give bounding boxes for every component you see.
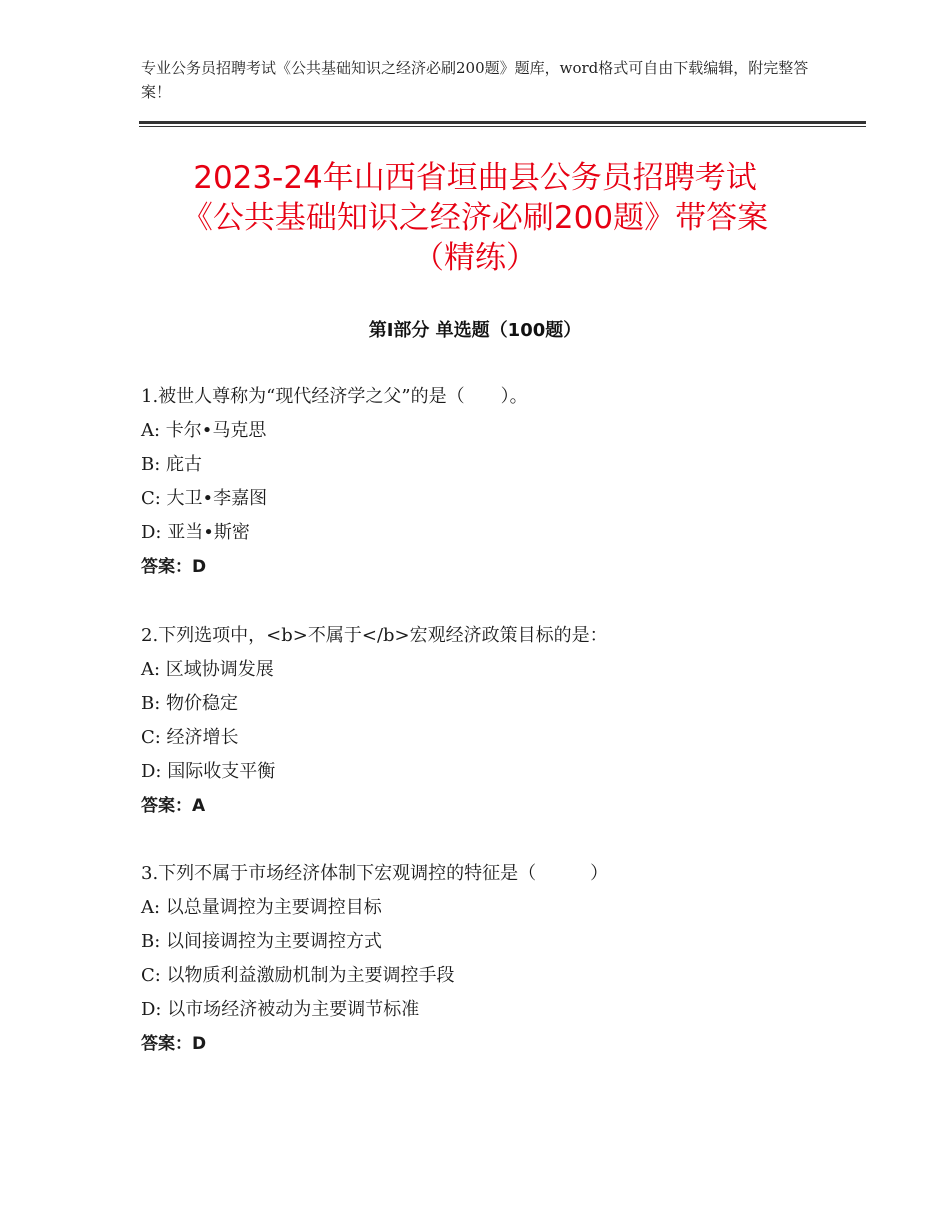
option-a: A: 以总量调控为主要调控目标	[141, 897, 382, 918]
option-b: B: 以间接调控为主要调控方式	[141, 931, 383, 952]
title-line-1: 2023-24年山西省垣曲县公务员招聘考试	[193, 160, 757, 196]
question-2	[141, 619, 841, 823]
option-b: B: 庇古	[141, 454, 203, 475]
option-b: B: 物价稳定	[141, 693, 239, 714]
section-heading: 第Ⅰ部分 单选题（100题）	[368, 320, 582, 341]
question-stem: 3.下列不属于市场经济体制下宏观调控的特征是（ ）	[141, 863, 609, 884]
header-rule-thin	[139, 126, 866, 127]
option-c: C: 大卫•李嘉图	[141, 488, 268, 509]
question-3	[141, 857, 841, 1061]
answer: 答案：A	[141, 796, 206, 816]
option-c: C: 以物质利益激励机制为主要调控手段	[141, 965, 455, 986]
header-text: 专业公务员招聘考试《公共基础知识之经济必刷200题》题库，word格式可自由下载编辑，附完整答案！	[141, 59, 809, 101]
option-d: D: 以市场经济被动为主要调节标准	[141, 999, 420, 1020]
option-d: D: 亚当•斯密	[141, 522, 250, 543]
title-line-2: 《公共基础知识之经济必刷200题》带答案	[181, 200, 769, 236]
option-d: D: 国际收支平衡	[141, 761, 276, 782]
question-stem: 1.被世人尊称为“现代经济学之父”的是（ ）。	[141, 386, 528, 407]
option-a: A: 区域协调发展	[141, 659, 274, 680]
answer: 答案：D	[141, 1034, 207, 1054]
option-c: C: 经济增长	[141, 727, 239, 748]
option-a: A: 卡尔•马克思	[141, 420, 267, 441]
question-1	[141, 380, 841, 584]
question-stem: 2.下列选项中，<b>不属于</b>宏观经济政策目标的是：	[141, 625, 608, 646]
title-line-3: （精练）	[413, 240, 537, 276]
answer: 答案：D	[141, 557, 207, 577]
document-header	[141, 56, 811, 104]
document-title	[110, 158, 840, 278]
header-rule-thick	[139, 121, 866, 124]
